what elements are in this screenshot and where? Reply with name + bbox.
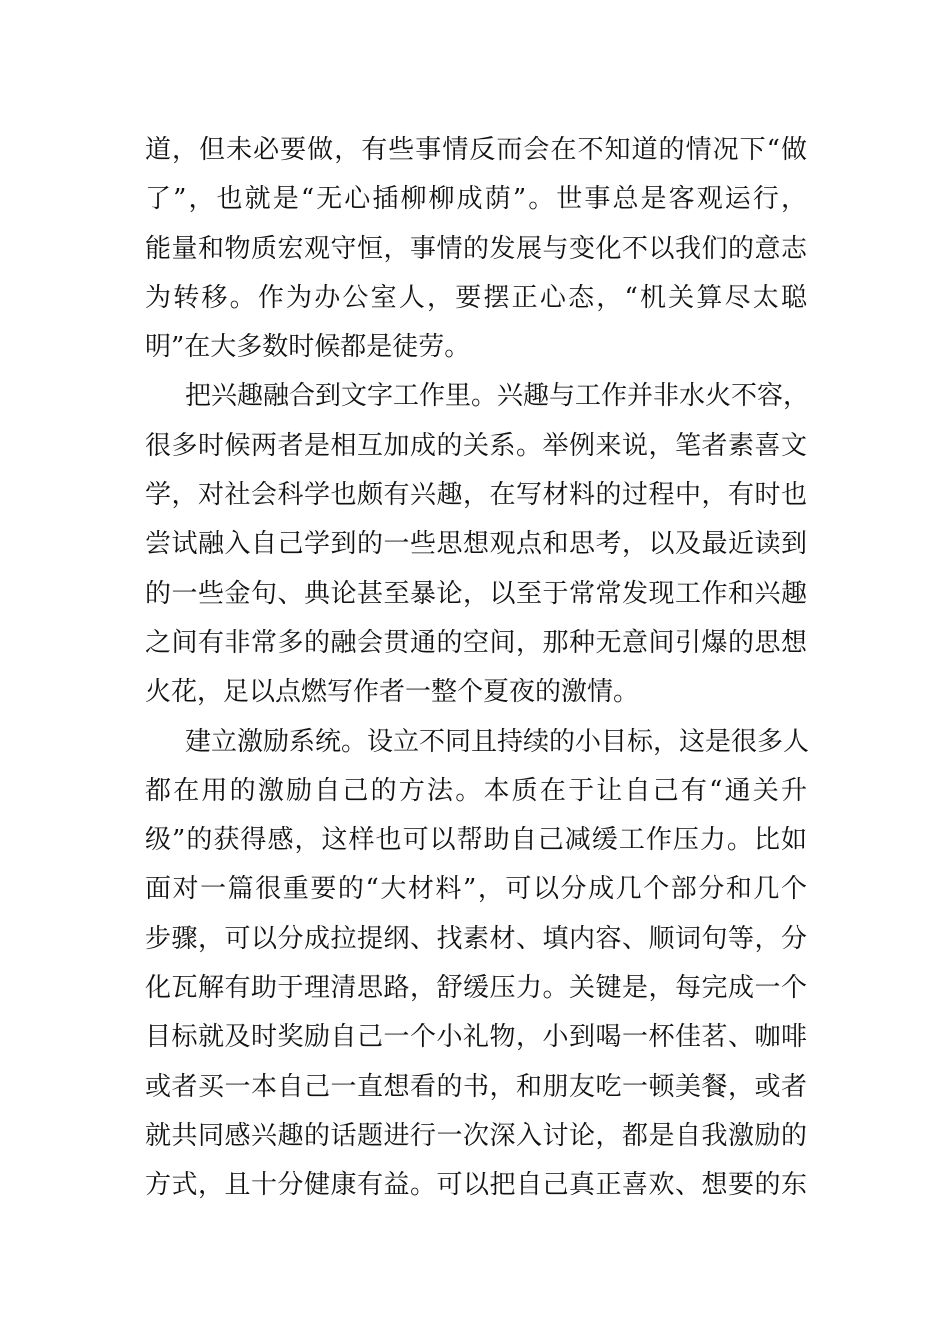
- text-line: 或者买一本自己一直想看的书，和朋友吃一顿美餐，或者: [145, 1071, 807, 1102]
- text-line: 化瓦解有助于理清思路，舒缓压力。关键是，每完成一个: [145, 973, 807, 1004]
- text-line: 都在用的激励自己的方法。本质在于让自己有“通关升: [145, 775, 807, 806]
- text-line: 面对一篇很重要的“大材料”，可以分成几个部分和几个: [145, 874, 807, 905]
- text-line: 之间有非常多的融会贯通的空间，那种无意间引爆的思想: [145, 627, 807, 658]
- text-line: 了”，也就是“无心插柳柳成荫”。世事总是客观运行，: [145, 184, 807, 215]
- text-line: 目标就及时奖励自己一个小礼物，小到喝一杯佳茗、咖啡: [145, 1022, 807, 1053]
- text-line: 步骤，可以分成拉提纲、找素材、填内容、顺词句等，分: [145, 923, 807, 954]
- text-line: 尝试融入自己学到的一些思想观点和思考，以及最近读到: [145, 529, 807, 560]
- text-line: 级”的获得感，这样也可以帮助自己减缓工作压力。比如: [145, 825, 807, 856]
- text-line: 把兴趣融合到文字工作里。兴趣与工作并非水火不容，: [185, 381, 810, 412]
- text-line: 很多时候两者是相互加成的关系。举例来说，笔者素喜文: [145, 430, 807, 461]
- text-line: 建立激励系统。设立不同且持续的小目标，这是很多人: [185, 726, 810, 757]
- text-line: 就共同感兴趣的话题进行一次深入讨论，都是自我激励的: [145, 1120, 807, 1151]
- text-line: 明”在大多数时候都是徒劳。: [145, 332, 471, 363]
- text-line: 方式，且十分健康有益。可以把自己真正喜欢、想要的东: [145, 1170, 807, 1201]
- text-line: 的一些金句、典论甚至暴论，以至于常常发现工作和兴趣: [145, 578, 807, 609]
- document-body: [145, 126, 810, 1211]
- text-line: 能量和物质宏观守恒，事情的发展与变化不以我们的意志: [145, 233, 807, 264]
- text-line: 为转移。作为办公室人，要摆正心态，“机关算尽太聪: [145, 282, 807, 313]
- text-line: 火花，足以点燃写作者一整个夏夜的激情。: [145, 677, 640, 708]
- text-line: 道，但未必要做，有些事情反而会在不知道的情况下“做: [145, 135, 807, 165]
- text-line: 学，对社会科学也颇有兴趣，在写材料的过程中，有时也: [145, 480, 807, 511]
